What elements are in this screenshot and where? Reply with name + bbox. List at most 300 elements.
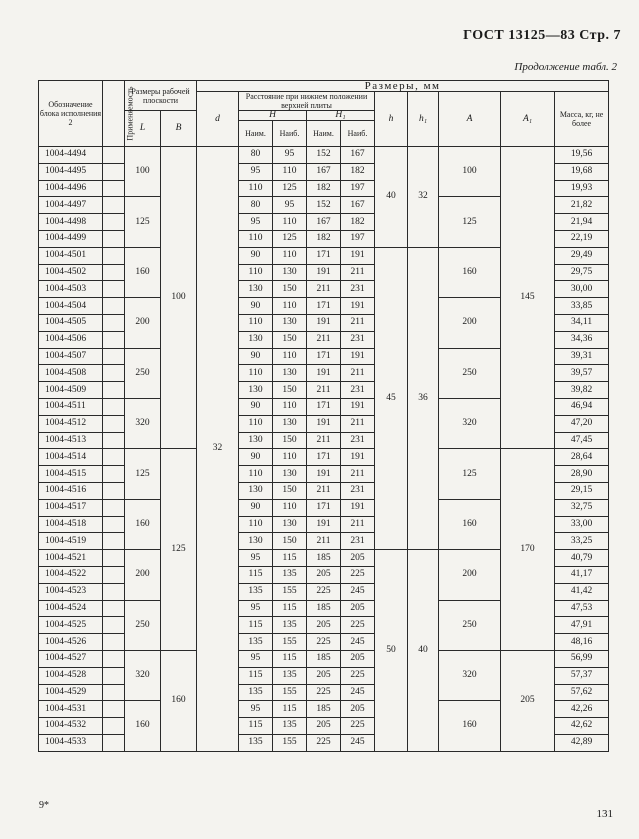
H-min-cell: 135 [239,583,273,600]
H1-max-cell: 231 [341,432,375,449]
H-max-cell: 150 [273,331,307,348]
designation-cell: 1004-4512 [39,415,103,432]
mass-cell: 39,82 [555,382,609,399]
H1-max-cell: 211 [341,415,375,432]
H-min-cell: 110 [239,365,273,382]
applicability-cell [103,314,125,331]
designation-cell: 1004-4519 [39,533,103,550]
H-min-cell: 90 [239,298,273,315]
designation-cell: 1004-4496 [39,180,103,197]
a1-cell: 205 [501,650,555,751]
designation-cell: 1004-4498 [39,214,103,231]
H1-min-cell: 211 [307,533,341,550]
applicability-cell [103,365,125,382]
applicability-cell [103,298,125,315]
mass-cell: 56,99 [555,650,609,667]
H1-header: H₁ [307,111,375,121]
H1-min-cell: 171 [307,499,341,516]
H-max-cell: 150 [273,281,307,298]
H-max-cell: 110 [273,163,307,180]
H1-max-cell: 191 [341,247,375,264]
mass-cell: 57,62 [555,684,609,701]
designation-cell: 1004-4507 [39,348,103,365]
designation-cell: 1004-4516 [39,482,103,499]
H1-max-cell: 231 [341,382,375,399]
H-min-cell: 90 [239,449,273,466]
H-max-cell: 130 [273,466,307,483]
H1-max-cell: 245 [341,583,375,600]
H-max-cell: 150 [273,533,307,550]
H-max-cell: 125 [273,230,307,247]
designation-cell: 1004-4504 [39,298,103,315]
H-min-cell: 80 [239,147,273,164]
applicability-cell [103,533,125,550]
H-max-cell: 150 [273,482,307,499]
H1-min-cell: 205 [307,718,341,735]
designation-cell: 1004-4505 [39,314,103,331]
applicability-cell [103,163,125,180]
H1-max-cell: 191 [341,449,375,466]
applicability-cell [103,482,125,499]
designation-cell: 1004-4522 [39,566,103,583]
H1-max-cell: 182 [341,214,375,231]
l-cell: 200 [125,298,161,348]
H1-min-cell: 185 [307,650,341,667]
H-min-cell: 130 [239,382,273,399]
mass-cell: 41,42 [555,583,609,600]
l-cell: 125 [125,449,161,499]
H-max-cell: 130 [273,264,307,281]
H1-min-cell: 191 [307,314,341,331]
H1-max-cell: 191 [341,298,375,315]
designation-cell: 1004-4497 [39,197,103,214]
H1-max-cell: 205 [341,701,375,718]
H1-min-cell: 167 [307,214,341,231]
a-cell: 100 [439,147,501,197]
H-min-cell: 115 [239,718,273,735]
H1-min-cell: 205 [307,617,341,634]
designation-cell: 1004-4526 [39,634,103,651]
H-min-header: Наим. [239,121,273,147]
mass-cell: 29,49 [555,247,609,264]
H-max-cell: 115 [273,701,307,718]
mass-cell: 47,20 [555,415,609,432]
H-min-cell: 90 [239,499,273,516]
H-min-cell: 95 [239,701,273,718]
a-cell: 200 [439,298,501,348]
H-min-cell: 90 [239,348,273,365]
H1-max-cell: 211 [341,466,375,483]
H-min-cell: 110 [239,230,273,247]
designation-cell: 1004-4514 [39,449,103,466]
designation-header: Обозначение блока исполнения 2 [39,81,103,147]
H-min-cell: 130 [239,281,273,298]
mass-cell: 21,94 [555,214,609,231]
H-min-cell: 135 [239,734,273,751]
H1-min-cell: 185 [307,701,341,718]
designation-cell: 1004-4503 [39,281,103,298]
H1-min-header: Наим. [307,121,341,147]
H1-min-cell: 211 [307,331,341,348]
H-min-cell: 110 [239,466,273,483]
H-min-cell: 135 [239,684,273,701]
mass-cell: 30,00 [555,281,609,298]
H-min-cell: 110 [239,180,273,197]
H1-min-cell: 191 [307,415,341,432]
mass-cell: 46,94 [555,398,609,415]
H1-max-cell: 205 [341,550,375,567]
H1-max-cell: 205 [341,600,375,617]
mass-cell: 34,11 [555,314,609,331]
h-header: h [375,92,408,147]
H1-max-cell: 211 [341,516,375,533]
mass-cell: 33,00 [555,516,609,533]
H1-max-cell: 245 [341,634,375,651]
designation-cell: 1004-4508 [39,365,103,382]
a-cell: 125 [439,449,501,499]
H-min-cell: 95 [239,163,273,180]
H1-max-cell: 231 [341,482,375,499]
H1-min-cell: 152 [307,147,341,164]
dimensions-table [38,80,609,752]
applicability-header: Применяемость [103,81,125,147]
mass-cell: 39,57 [555,365,609,382]
H1-max-cell: 167 [341,147,375,164]
mass-cell: 57,37 [555,667,609,684]
sizes-header: Размеры, мм [197,81,609,92]
H-min-cell: 90 [239,247,273,264]
applicability-cell [103,718,125,735]
l-cell: 160 [125,247,161,297]
H1-max-cell: 225 [341,566,375,583]
page-header: ГОСТ 13125—83 Стр. 7 [463,28,621,43]
l-cell: 125 [125,197,161,247]
H-max-cell: 125 [273,180,307,197]
h1-cell: 40 [408,550,439,752]
mass-cell: 32,75 [555,499,609,516]
H1-max-cell: 191 [341,398,375,415]
l-cell: 200 [125,550,161,600]
mass-cell: 41,17 [555,566,609,583]
designation-cell: 1004-4513 [39,432,103,449]
H-max-cell: 135 [273,617,307,634]
mass-cell: 29,15 [555,482,609,499]
b-header: B [161,111,197,147]
H-min-cell: 130 [239,482,273,499]
H1-max-cell: 245 [341,684,375,701]
applicability-cell [103,600,125,617]
H1-min-cell: 211 [307,281,341,298]
applicability-cell [103,650,125,667]
H-min-cell: 95 [239,550,273,567]
designation-cell: 1004-4521 [39,550,103,567]
H-min-cell: 80 [239,197,273,214]
H-min-cell: 130 [239,533,273,550]
H1-min-cell: 171 [307,298,341,315]
h-cell: 45 [375,247,408,549]
H-max-cell: 150 [273,382,307,399]
designation-cell: 1004-4533 [39,734,103,751]
H1-min-cell: 205 [307,566,341,583]
H-max-cell: 95 [273,147,307,164]
designation-cell: 1004-4517 [39,499,103,516]
H-min-cell: 95 [239,650,273,667]
H-min-cell: 130 [239,432,273,449]
h-cell: 40 [375,147,408,248]
l-cell: 250 [125,600,161,650]
H-header: H [239,111,307,121]
applicability-cell [103,550,125,567]
mass-cell: 33,25 [555,533,609,550]
H1-min-cell: 205 [307,667,341,684]
H-min-cell: 95 [239,600,273,617]
mass-cell: 21,82 [555,197,609,214]
H-max-cell: 110 [273,214,307,231]
applicability-cell [103,499,125,516]
H-min-cell: 110 [239,516,273,533]
designation-cell: 1004-4529 [39,684,103,701]
mass-cell: 34,36 [555,331,609,348]
applicability-cell [103,281,125,298]
mass-cell: 42,89 [555,734,609,751]
applicability-cell [103,684,125,701]
designation-cell: 1004-4502 [39,264,103,281]
l-cell: 160 [125,701,161,751]
H1-max-cell: 211 [341,365,375,382]
applicability-cell [103,566,125,583]
H1-max-cell: 197 [341,230,375,247]
designation-cell: 1004-4515 [39,466,103,483]
mass-cell: 47,91 [555,617,609,634]
a1-header: A₁ [501,92,555,147]
mass-cell: 22,19 [555,230,609,247]
applicability-cell [103,331,125,348]
a-cell: 125 [439,197,501,247]
H1-max-cell: 211 [341,264,375,281]
applicability-cell [103,348,125,365]
mass-cell: 48,16 [555,634,609,651]
l-cell: 100 [125,147,161,197]
applicability-cell [103,449,125,466]
applicability-cell [103,583,125,600]
mass-cell: 42,26 [555,701,609,718]
a-cell: 160 [439,701,501,751]
a-cell: 160 [439,499,501,549]
H-max-cell: 135 [273,566,307,583]
mass-cell: 40,79 [555,550,609,567]
H1-min-cell: 225 [307,634,341,651]
a-cell: 320 [439,650,501,700]
H1-max-cell: 211 [341,314,375,331]
designation-cell: 1004-4518 [39,516,103,533]
applicability-cell [103,466,125,483]
H1-max-cell: 197 [341,180,375,197]
H1-min-cell: 182 [307,180,341,197]
a-cell: 250 [439,600,501,650]
designation-cell: 1004-4524 [39,600,103,617]
d-cell: 32 [197,147,239,752]
H-min-cell: 110 [239,415,273,432]
H1-max-cell: 231 [341,331,375,348]
H-min-cell: 115 [239,667,273,684]
applicability-cell [103,701,125,718]
H1-min-cell: 211 [307,382,341,399]
distance-header: Расстояние при нижнем положении верхней плиты [239,92,375,111]
designation-cell: 1004-4501 [39,247,103,264]
mass-cell: 42,62 [555,718,609,735]
H-max-cell: 110 [273,449,307,466]
H-min-cell: 115 [239,617,273,634]
applicability-cell [103,667,125,684]
l-cell: 320 [125,398,161,448]
table-continuation-note: Продолжение табл. 2 [514,61,617,73]
H-max-cell: 115 [273,600,307,617]
designation-cell: 1004-4532 [39,718,103,735]
applicability-cell [103,432,125,449]
H1-max-header: Наиб. [341,121,375,147]
designation-cell: 1004-4495 [39,163,103,180]
table-body [39,147,609,752]
applicability-cell [103,264,125,281]
H-max-cell: 110 [273,348,307,365]
H-min-cell: 95 [239,214,273,231]
a-cell: 200 [439,550,501,600]
mass-cell: 19,56 [555,147,609,164]
page-footer-mark: 9* [39,800,49,811]
applicability-cell [103,382,125,399]
H-max-cell: 110 [273,298,307,315]
H1-max-cell: 225 [341,667,375,684]
H1-max-cell: 231 [341,533,375,550]
H1-min-cell: 185 [307,600,341,617]
designation-cell: 1004-4511 [39,398,103,415]
H-max-cell: 110 [273,499,307,516]
applicability-cell [103,634,125,651]
designation-cell: 1004-4525 [39,617,103,634]
H1-max-cell: 182 [341,163,375,180]
a1-cell: 145 [501,147,555,449]
H1-max-cell: 245 [341,734,375,751]
designation-cell: 1004-4528 [39,667,103,684]
mass-cell: 33,85 [555,298,609,315]
H-max-cell: 110 [273,398,307,415]
H1-max-cell: 191 [341,499,375,516]
designation-cell: 1004-4506 [39,331,103,348]
b-cell: 160 [161,650,197,751]
table-row [39,147,609,164]
mass-header: Масса, кг, не более [555,92,609,147]
H-max-cell: 130 [273,415,307,432]
H-min-cell: 115 [239,566,273,583]
mass-cell: 19,68 [555,163,609,180]
H1-min-cell: 171 [307,348,341,365]
H-max-cell: 135 [273,667,307,684]
H1-min-cell: 225 [307,734,341,751]
H1-max-cell: 167 [341,197,375,214]
a-header: A [439,92,501,147]
H1-min-cell: 182 [307,230,341,247]
H-max-cell: 155 [273,634,307,651]
H-min-cell: 110 [239,314,273,331]
H-max-cell: 115 [273,550,307,567]
H1-min-cell: 191 [307,264,341,281]
applicability-cell [103,197,125,214]
h1-cell: 32 [408,147,439,248]
applicability-cell [103,247,125,264]
d-header: d [197,92,239,147]
a-cell: 320 [439,398,501,448]
designation-cell: 1004-4527 [39,650,103,667]
mass-cell: 47,45 [555,432,609,449]
a1-cell: 170 [501,449,555,651]
H1-min-cell: 191 [307,365,341,382]
l-cell: 160 [125,499,161,549]
applicability-cell [103,734,125,751]
H1-min-cell: 225 [307,583,341,600]
H1-max-cell: 231 [341,281,375,298]
H-min-cell: 90 [239,398,273,415]
l-cell: 320 [125,650,161,700]
b-cell: 125 [161,449,197,651]
applicability-cell [103,516,125,533]
H-min-cell: 135 [239,634,273,651]
l-cell: 250 [125,348,161,398]
H-max-cell: 155 [273,684,307,701]
mass-cell: 39,31 [555,348,609,365]
mass-cell: 29,75 [555,264,609,281]
H1-max-cell: 205 [341,650,375,667]
H-max-cell: 95 [273,197,307,214]
table-row [39,449,609,466]
H1-min-cell: 191 [307,466,341,483]
H1-min-cell: 167 [307,163,341,180]
H1-max-cell: 225 [341,718,375,735]
table-row [39,650,609,667]
H-max-cell: 130 [273,365,307,382]
H-min-cell: 110 [239,264,273,281]
a-cell: 250 [439,348,501,398]
designation-cell: 1004-4523 [39,583,103,600]
designation-cell: 1004-4509 [39,382,103,399]
applicability-cell [103,415,125,432]
l-header: L [125,111,161,147]
applicability-cell [103,617,125,634]
H-max-cell: 130 [273,314,307,331]
H-max-cell: 130 [273,516,307,533]
h1-header: h₁ [408,92,439,147]
b-cell: 100 [161,147,197,449]
mass-cell: 28,64 [555,449,609,466]
H1-min-cell: 211 [307,432,341,449]
page-number: 131 [596,808,613,820]
H1-min-cell: 225 [307,684,341,701]
working-plate-header: Размеры рабочей плоскости [125,81,197,111]
H-max-cell: 115 [273,650,307,667]
H-max-cell: 155 [273,734,307,751]
H1-max-cell: 225 [341,617,375,634]
H-max-header: Наиб. [273,121,307,147]
h-cell: 50 [375,550,408,752]
designation-cell: 1004-4499 [39,230,103,247]
H1-min-cell: 185 [307,550,341,567]
H-max-cell: 135 [273,718,307,735]
H1-min-cell: 211 [307,482,341,499]
H1-min-cell: 171 [307,398,341,415]
designation-cell: 1004-4531 [39,701,103,718]
H1-min-cell: 171 [307,247,341,264]
applicability-cell [103,214,125,231]
a-cell: 160 [439,247,501,297]
